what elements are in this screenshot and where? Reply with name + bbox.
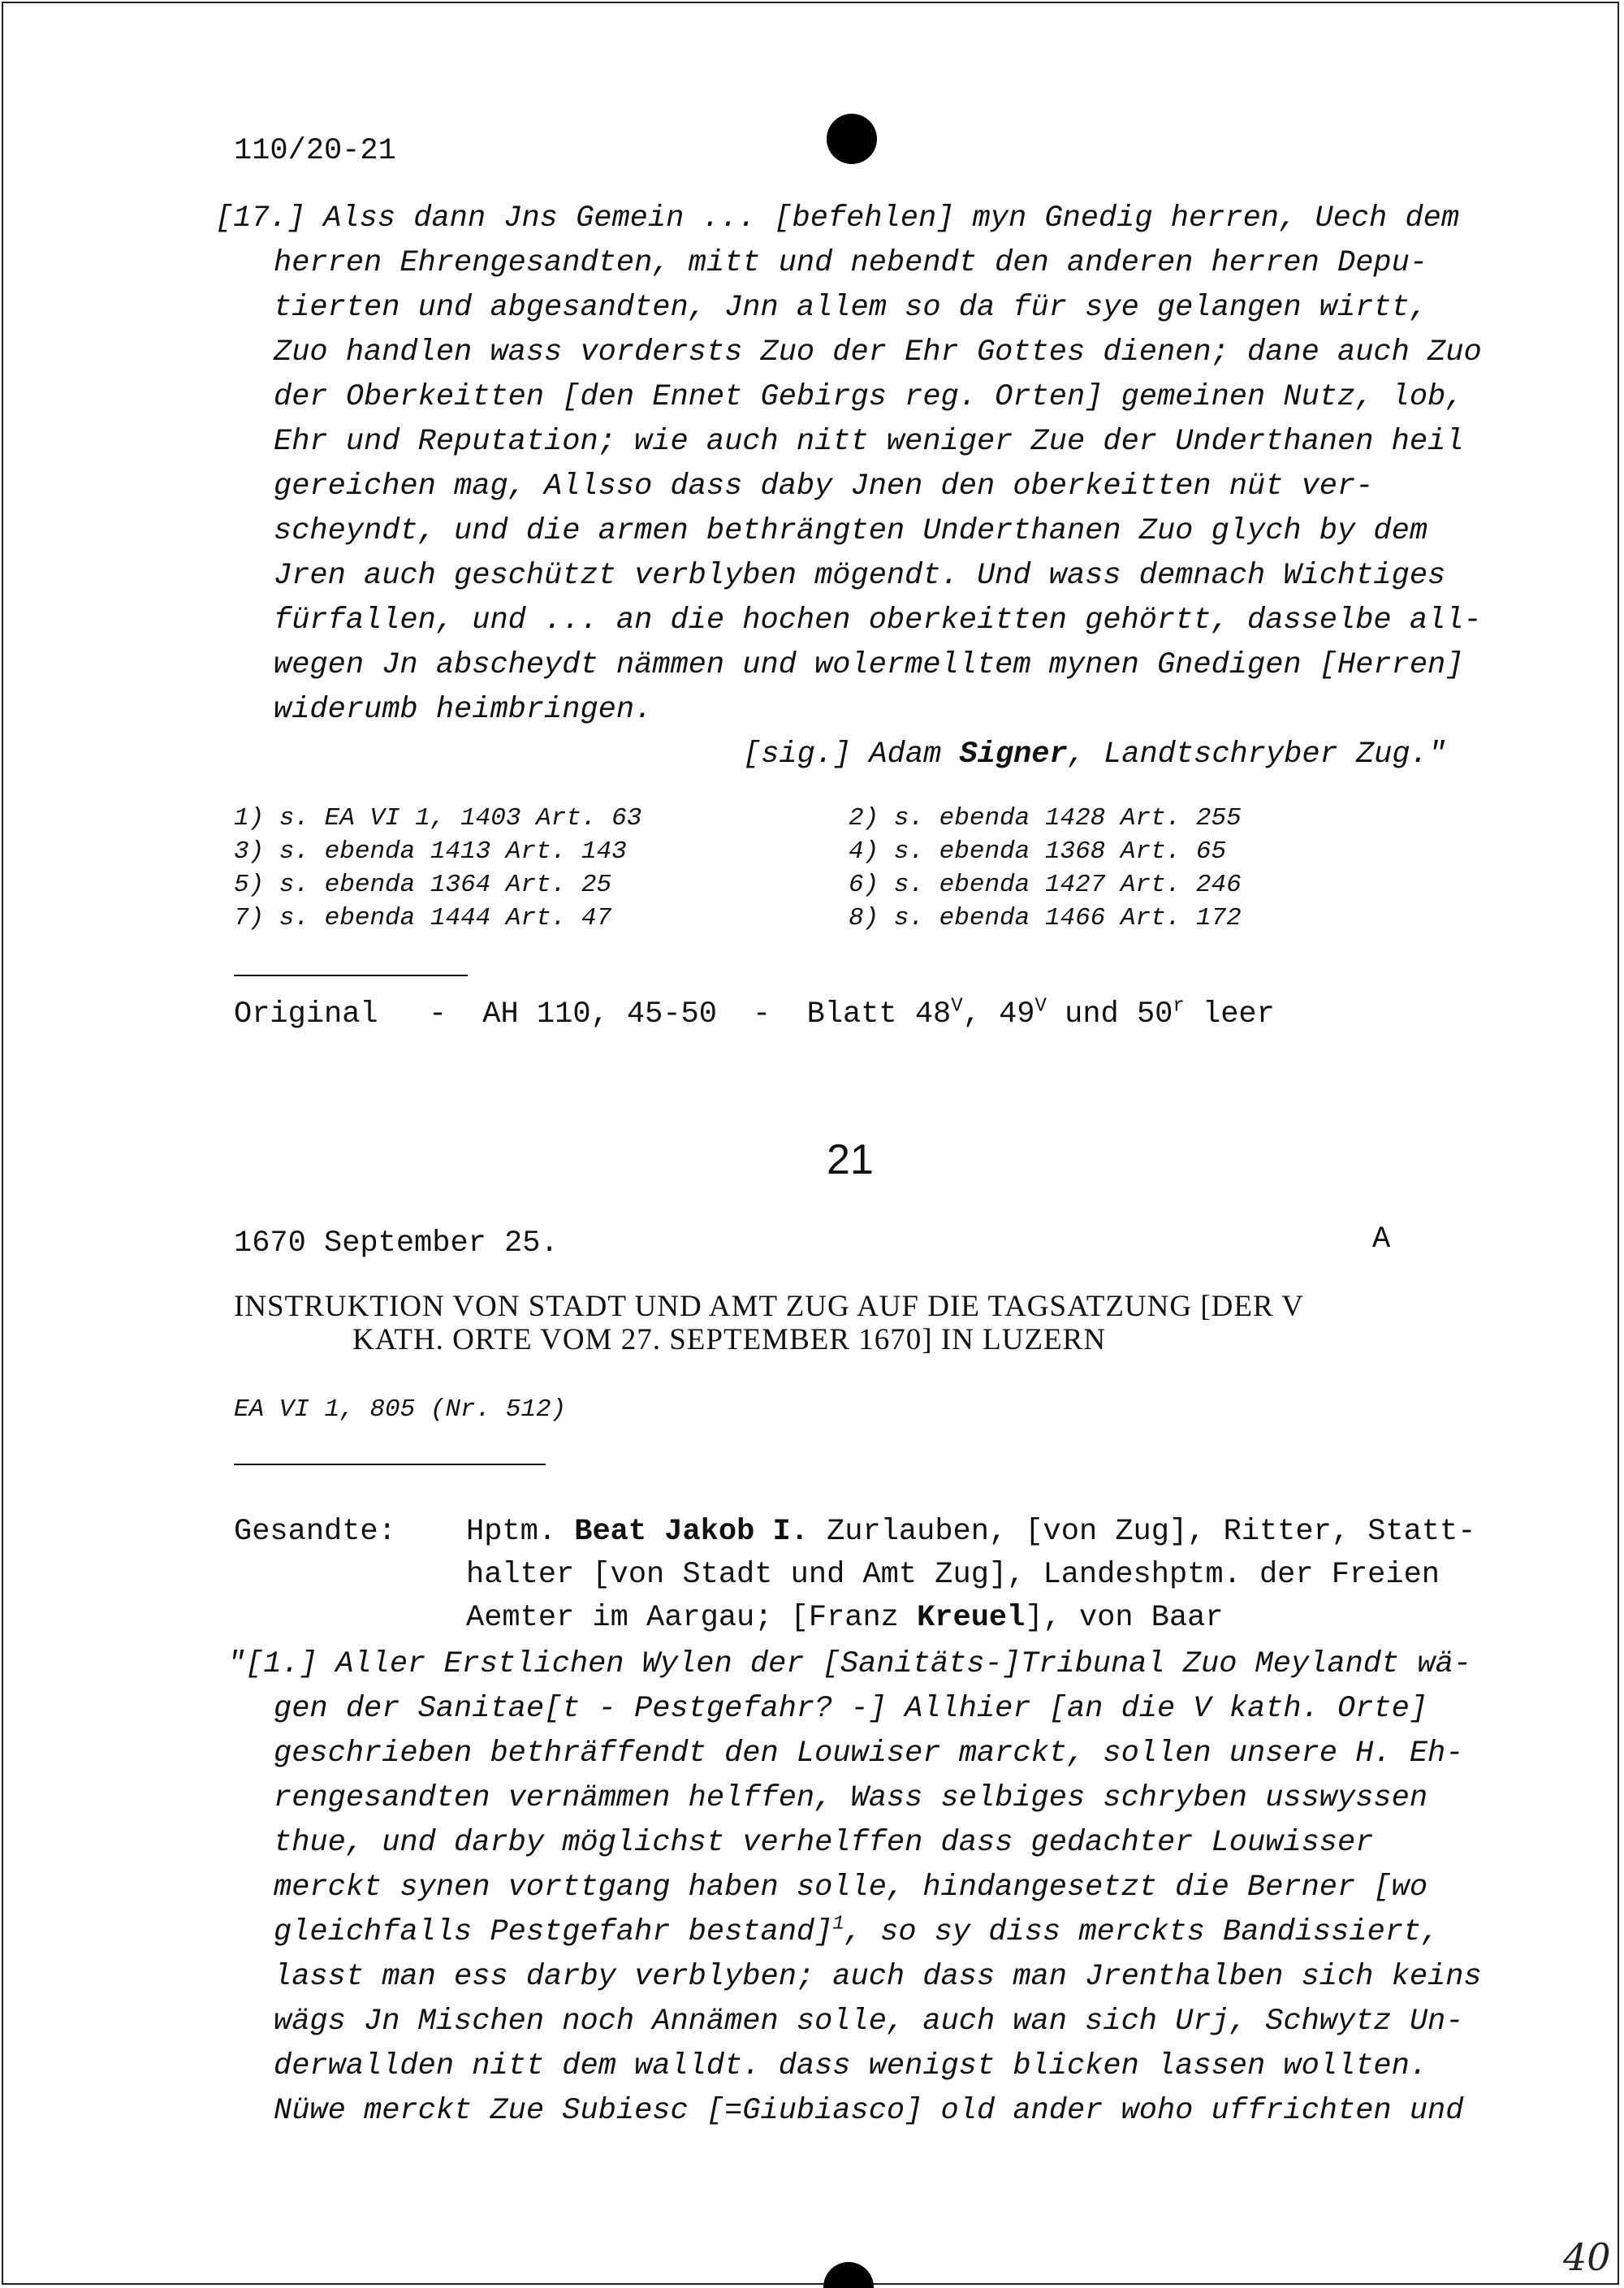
text-line: rengesandten vernämmen helffen, Wass selbiges schryben usswyssen bbox=[274, 1781, 1428, 1815]
document-reference: 110/20-21 bbox=[234, 134, 396, 168]
text-line: der Oberkeitten [den Ennet Gebirgs reg. Orten] gemeinen Nutz, lob, bbox=[274, 380, 1464, 414]
text-line: [17.] Alss dann Jns Gemein ... [befehlen] myn Gnedig herren, Uech dem bbox=[215, 201, 1460, 236]
text-line: tierten und abgesandten, Jnn allem so da für sye gelangen wirtt, bbox=[274, 291, 1428, 325]
entry-title-line-1: INSTRUKTION VON STADT UND AMT ZUG AUF DIE TAGSATZUNG [DER V bbox=[234, 1290, 1304, 1323]
original-label: Original bbox=[234, 997, 378, 1032]
signature-prefix: [sig.] Adam bbox=[743, 737, 960, 772]
text-line: gereichen mag, Allsso dass daby Jnen den oberkeitten nüt ver- bbox=[274, 469, 1374, 504]
text-line: gen der Sanitae[t - Pestgefahr? -] Allhier [an die V kath. Orte] bbox=[274, 1692, 1428, 1726]
text-line: lasst man ess darby verblyben; auch dass man Jrenthalben sich keins bbox=[274, 1960, 1482, 1994]
envoy-name: Kreuel bbox=[917, 1601, 1026, 1635]
text-line: merckt synen vorttgang haben solle, hindangesetzt die Berner [wo bbox=[274, 1871, 1428, 1905]
signature-suffix: , Landtschryber Zug." bbox=[1067, 737, 1446, 772]
signature-line bbox=[743, 737, 1446, 772]
footnote-5: 5) s. ebenda 1364 Art. 25 bbox=[234, 871, 612, 899]
text-line: widerumb heimbringen. bbox=[274, 693, 653, 727]
envoys-line-2: halter [von Stadt und Amt Zug], Landeshptm. der Freien bbox=[466, 1558, 1440, 1592]
series-letter: A bbox=[1372, 1222, 1391, 1256]
text-line: wegen Jn abscheydt nämmen und wolermelltem mynen Gnedigen [Herren] bbox=[274, 648, 1464, 682]
source-reference: EA VI 1, 805 (Nr. 512) bbox=[234, 1395, 567, 1424]
footnote-8: 8) s. ebenda 1466 Art. 172 bbox=[849, 904, 1242, 932]
footnote-4: 4) s. ebenda 1368 Art. 65 bbox=[849, 837, 1227, 866]
paragraph-17 bbox=[215, 197, 1482, 733]
entry-title-line-2: KATH. ORTE VOM 27. SEPTEMBER 1670] IN LUZERN bbox=[352, 1323, 1107, 1356]
text-line: Jren auch geschützt verblyben mögendt. Und wass demnach Wichtiges bbox=[274, 559, 1446, 593]
punch-hole-top bbox=[827, 114, 877, 164]
entry-date: 1670 September 25. bbox=[234, 1226, 559, 1261]
text-line: thue, und darby möglichst verhelffen dass gedachter Louwisser bbox=[274, 1826, 1374, 1860]
archive-ref: AH 110, 45-50 bbox=[482, 997, 717, 1032]
text-line: derwallden nitt dem walldt. dass wenigst blicken lassen wollten. bbox=[274, 2049, 1428, 2083]
envoys-label: Gesandte: bbox=[234, 1515, 396, 1549]
envoy-name: Beat Jakob I. bbox=[574, 1515, 809, 1549]
text-line: wägs Jn Mischen noch Annämen solle, auch wan sich Urj, Schwytz Un- bbox=[274, 2005, 1464, 2039]
text-line: scheyndt, und die armen bethrängten Underthanen Zuo glych by dem bbox=[274, 514, 1428, 548]
original-note: Original - AH 110, 45-50 - Blatt $48^V$, $49^V$ und 50$^r$ leer bbox=[234, 995, 1275, 1032]
text-line: fürfallen, und ... an die hochen oberkeitten gehörtt, dasselbe all- bbox=[274, 603, 1482, 638]
text-line: Zuo handlen wass vordersts Zuo der Ehr Gottes dienen; dane auch Zuo bbox=[274, 335, 1482, 370]
handwritten-page-number: 40 bbox=[1563, 2235, 1611, 2279]
paragraph-1 bbox=[227, 1642, 1482, 2134]
entry-number: 21 bbox=[827, 1136, 874, 1183]
footnote-1: 1) s. EA VI 1, 1403 Art. 63 bbox=[234, 804, 642, 833]
envoys-line-1: Hptm. Beat Jakob I. Zurlauben, [von Zug], Ritter, Statt- bbox=[466, 1515, 1476, 1549]
text-line: "[1.] Aller Erstlichen Wylen der [Sanitäts-]Tribunal Zuo Meylandt wä- bbox=[227, 1647, 1472, 1681]
signature-name: Signer bbox=[959, 737, 1068, 772]
footnote-7: 7) s. ebenda 1444 Art. 47 bbox=[234, 904, 612, 932]
text-line: herren Ehrengesandten, mitt und nebendt den anderen herren Depu- bbox=[274, 246, 1428, 280]
footnote-2: 2) s. ebenda 1428 Art. 255 bbox=[849, 804, 1242, 833]
footnote-ref: 1 bbox=[832, 1913, 844, 1936]
footnote-3: 3) s. ebenda 1413 Art. 143 bbox=[234, 837, 627, 866]
envoys-line-3: Aemter im Aargau; [Franz Kreuel], von Baar bbox=[466, 1601, 1224, 1635]
section-divider bbox=[234, 1464, 546, 1465]
text-line: Ehr und Reputation; wie auch nitt weniger Zue der Underthanen heil bbox=[274, 425, 1464, 459]
text-line: gleichfalls Pestgefahr bestand]$^1$, so sy diss merckts Bandissiert, bbox=[274, 1913, 1440, 1949]
footnote-6: 6) s. ebenda 1427 Art. 246 bbox=[849, 871, 1242, 899]
footnote-divider bbox=[234, 975, 468, 976]
text-line: Nüwe merckt Zue Subiesc [=Giubiasco] old ander woho uffrichten und bbox=[274, 2094, 1464, 2128]
text-line: geschrieben bethräffendt den Louwiser marckt, sollen unsere H. Eh- bbox=[274, 1737, 1464, 1771]
